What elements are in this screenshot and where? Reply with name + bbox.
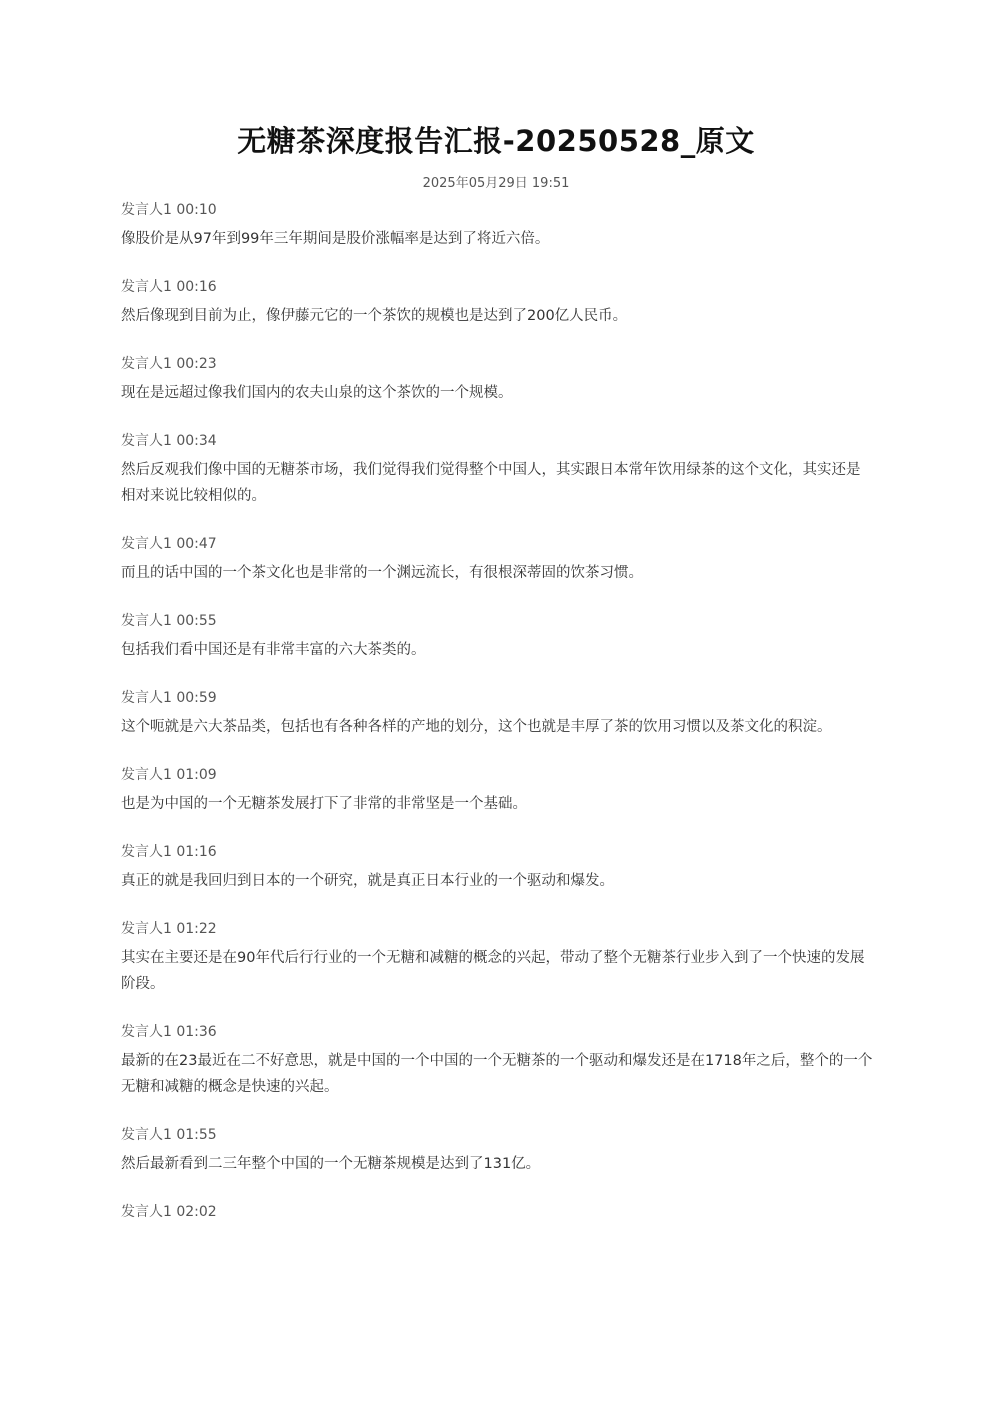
transcript-text: 像股价是从97年到99年三年期间是股价涨幅率是达到了将近六倍。 xyxy=(121,231,550,247)
transcript-text: 这个呃就是六大茶品类，包括也有各种各样的产地的划分，这个也就是丰厚了茶的饮用习惯以及茶文化的积淀。 xyxy=(121,719,832,735)
transcript-text: 然后像现到目前为止，像伊藤元它的一个茶饮的规模也是达到了200亿人民币。 xyxy=(121,308,628,324)
document-date: 2025年05月29日 19:51 xyxy=(422,176,570,191)
speaker-timestamp: 发言人1 00:23 xyxy=(121,356,217,372)
transcript-text: 最新的在23最近在二不好意思，就是中国的一个中国的一个无糖茶的一个驱动和爆发还是在1718年之后，整个的一个无糖和减糖的概念是快速的兴起。 xyxy=(121,1053,873,1095)
transcript-text: 真正的就是我回归到日本的一个研究，就是真正日本行业的一个驱动和爆发。 xyxy=(121,873,614,889)
transcript-list xyxy=(121,199,873,1247)
speaker-timestamp: 发言人1 00:47 xyxy=(121,536,217,552)
transcript-entry xyxy=(121,276,873,329)
document-title: 无糖茶深度报告汇报-20250528_原文 xyxy=(237,124,755,158)
transcript-entry xyxy=(121,533,873,586)
transcript-entry xyxy=(121,199,873,252)
speaker-timestamp: 发言人1 01:55 xyxy=(121,1127,217,1143)
transcript-text: 而且的话中国的一个茶文化也是非常的一个渊远流长，有很根深蒂固的饮茶习惯。 xyxy=(121,565,643,581)
speaker-timestamp: 发言人1 01:09 xyxy=(121,767,217,783)
transcript-entry xyxy=(121,1021,873,1100)
speaker-timestamp: 发言人1 00:59 xyxy=(121,690,217,706)
transcript-entry xyxy=(121,918,873,997)
transcript-entry xyxy=(121,1124,873,1177)
speaker-timestamp: 发言人1 02:02 xyxy=(121,1204,217,1220)
speaker-timestamp: 发言人1 00:34 xyxy=(121,433,217,449)
transcript-text: 包括我们看中国还是有非常丰富的六大茶类的。 xyxy=(121,642,426,658)
transcript-text: 现在是远超过像我们国内的农夫山泉的这个茶饮的一个规模。 xyxy=(121,385,513,401)
transcript-entry xyxy=(121,353,873,406)
transcript-entry xyxy=(121,687,873,740)
transcript-entry xyxy=(121,1201,873,1223)
speaker-timestamp: 发言人1 00:55 xyxy=(121,613,217,629)
transcript-entry xyxy=(121,430,873,509)
transcript-text: 然后最新看到二三年整个中国的一个无糖茶规模是达到了131亿。 xyxy=(121,1156,541,1172)
transcript-entry xyxy=(121,610,873,663)
transcript-text: 然后反观我们像中国的无糖茶市场，我们觉得我们觉得整个中国人，其实跟日本常年饮用绿茶的这个文化，其实还是相对来说比较相似的。 xyxy=(121,462,861,504)
speaker-timestamp: 发言人1 00:10 xyxy=(121,202,217,218)
speaker-timestamp: 发言人1 00:16 xyxy=(121,279,217,295)
speaker-timestamp: 发言人1 01:16 xyxy=(121,844,217,860)
speaker-timestamp: 发言人1 01:36 xyxy=(121,1024,217,1040)
speaker-timestamp: 发言人1 01:22 xyxy=(121,921,217,937)
transcript-entry xyxy=(121,841,873,894)
transcript-entry xyxy=(121,764,873,817)
transcript-text: 其实在主要还是在90年代后行行业的一个无糖和减糖的概念的兴起，带动了整个无糖茶行业步入到了一个快速的发展阶段。 xyxy=(121,950,865,992)
transcript-text: 也是为中国的一个无糖茶发展打下了非常的非常坚是一个基础。 xyxy=(121,796,527,812)
